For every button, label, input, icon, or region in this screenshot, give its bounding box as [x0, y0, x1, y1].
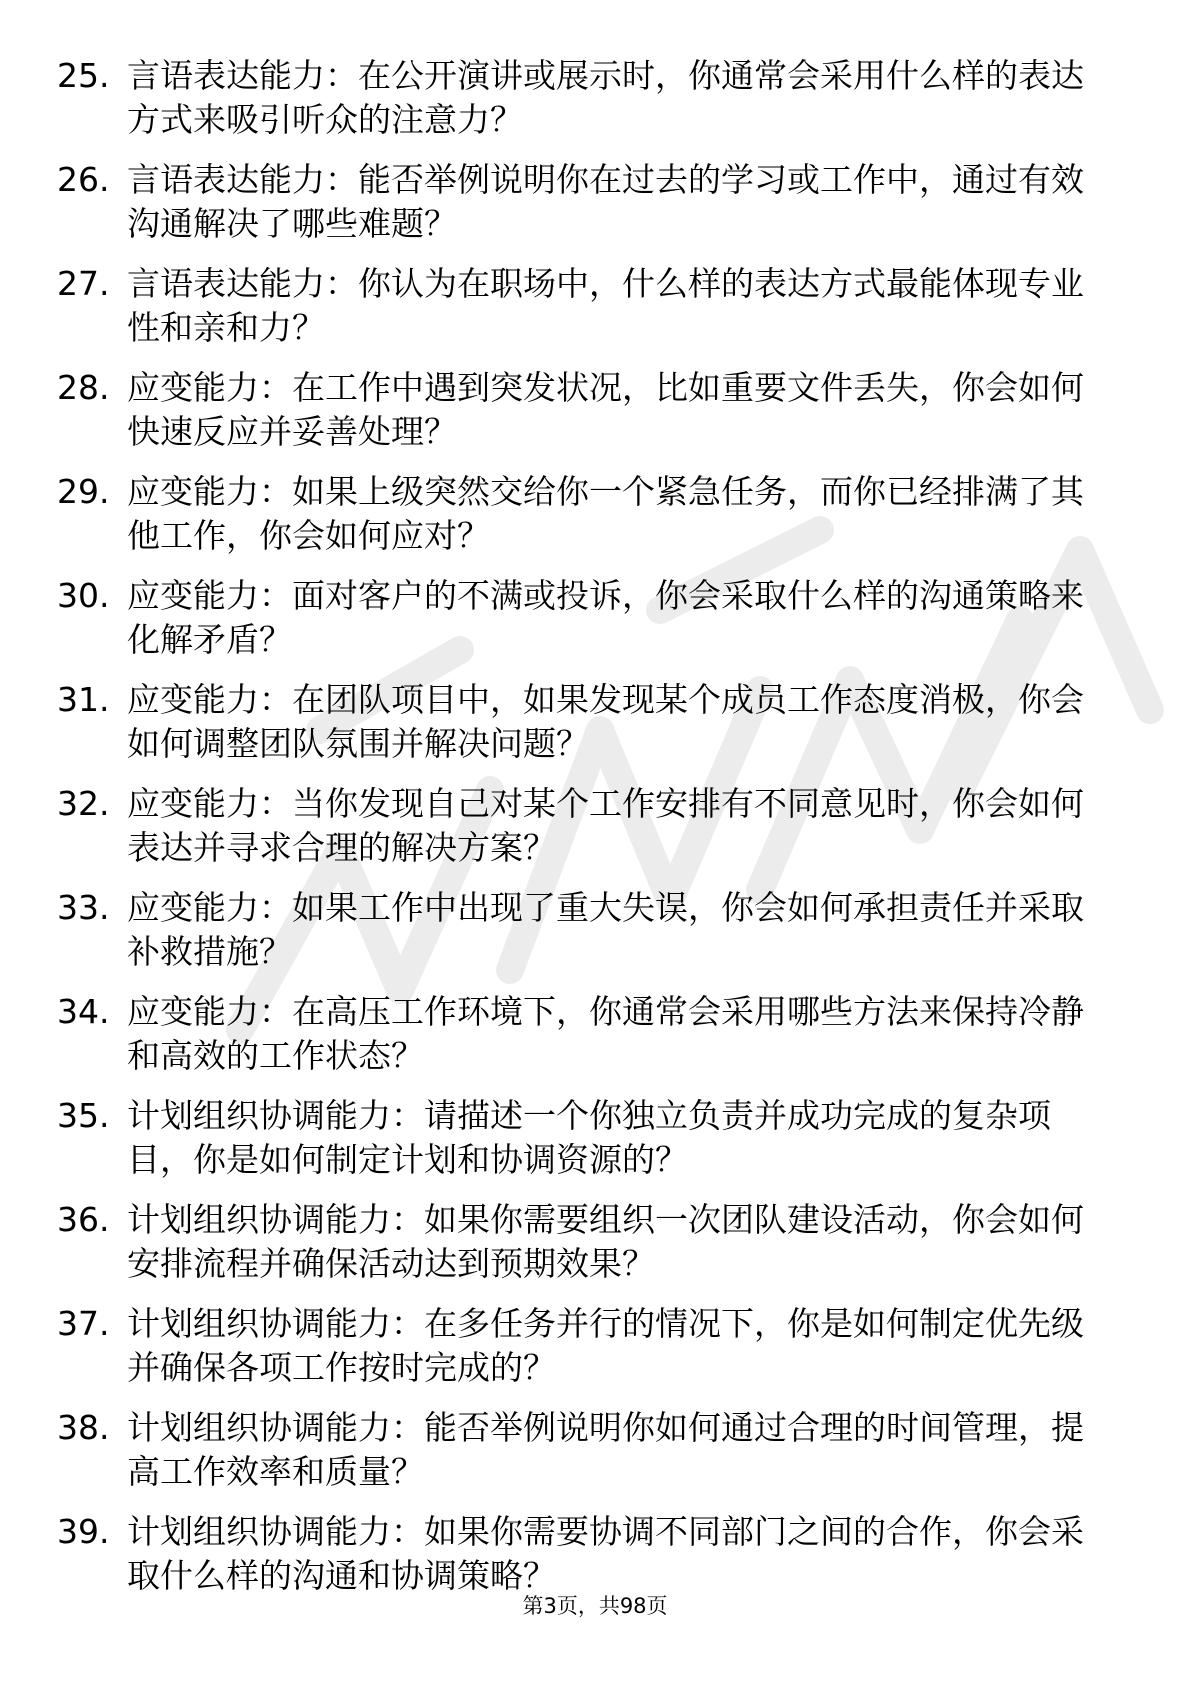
question-item — [0, 990, 1190, 1094]
question-text: 应变能力：当你发现自己对某个工作安排有不同意见时，你会如何表达并寻求合理的解决方案？ — [127, 784, 1084, 867]
question-item — [0, 158, 1190, 262]
question-number: 37. — [57, 1304, 110, 1343]
question-number: 26. — [57, 160, 110, 199]
question-number: 32. — [57, 784, 110, 823]
question-text: 言语表达能力：在公开演讲或展示时，你通常会采用什么样的表达方式来吸引听众的注意力？ — [127, 56, 1084, 139]
question-item — [0, 54, 1190, 158]
question-number: 38. — [57, 1408, 110, 1447]
question-text: 计划组织协调能力：能否举例说明你如何通过合理的时间管理，提高工作效率和质量？ — [127, 1408, 1084, 1491]
question-item — [0, 574, 1190, 678]
question-item — [0, 262, 1190, 366]
question-number: 30. — [57, 576, 110, 615]
question-number: 27. — [57, 264, 110, 303]
question-number: 35. — [57, 1096, 110, 1135]
question-text: 计划组织协调能力：在多任务并行的情况下，你是如何制定优先级并确保各项工作按时完成的？ — [127, 1304, 1084, 1387]
question-item — [0, 366, 1190, 470]
question-text: 计划组织协调能力：如果你需要组织一次团队建设活动，你会如何安排流程并确保活动达到预期效果？ — [127, 1200, 1084, 1283]
question-number: 29. — [57, 472, 110, 511]
question-text: 应变能力：如果上级突然交给你一个紧急任务，而你已经排满了其他工作，你会如何应对？ — [127, 472, 1084, 555]
question-item — [0, 678, 1190, 782]
question-number: 39. — [57, 1512, 110, 1551]
question-item — [0, 886, 1190, 990]
question-number: 31. — [57, 680, 110, 719]
question-text: 应变能力：面对客户的不满或投诉，你会采取什么样的沟通策略来化解矛盾？ — [127, 576, 1084, 659]
page-footer — [0, 1592, 1190, 1620]
question-item — [0, 1302, 1190, 1406]
question-list — [0, 54, 1190, 1614]
question-number: 28. — [57, 368, 110, 407]
question-item — [0, 1198, 1190, 1302]
question-item — [0, 470, 1190, 574]
question-text: 言语表达能力：能否举例说明你在过去的学习或工作中，通过有效沟通解决了哪些难题？ — [127, 160, 1084, 243]
question-text: 言语表达能力：你认为在职场中，什么样的表达方式最能体现专业性和亲和力？ — [127, 264, 1084, 347]
question-text: 应变能力：在高压工作环境下，你通常会采用哪些方法来保持冷静和高效的工作状态？ — [127, 992, 1084, 1075]
question-text: 应变能力：在团队项目中，如果发现某个成员工作态度消极，你会如何调整团队氛围并解决问题？ — [127, 680, 1084, 763]
question-number: 34. — [57, 992, 110, 1031]
question-item — [0, 1094, 1190, 1198]
question-number: 25. — [57, 56, 110, 95]
question-number: 36. — [57, 1200, 110, 1239]
question-item — [0, 782, 1190, 886]
question-text: 计划组织协调能力：请描述一个你独立负责并成功完成的复杂项目，你是如何制定计划和协调资源的？ — [127, 1096, 1051, 1179]
question-number: 33. — [57, 888, 110, 927]
question-text: 计划组织协调能力：如果你需要协调不同部门之间的合作，你会采取什么样的沟通和协调策略？ — [127, 1512, 1084, 1595]
page-number-label: 第3页，共98页 — [522, 1594, 668, 1618]
question-text: 应变能力：如果工作中出现了重大失误，你会如何承担责任并采取补救措施？ — [127, 888, 1084, 971]
question-text: 应变能力：在工作中遇到突发状况，比如重要文件丢失，你会如何快速反应并妥善处理？ — [127, 368, 1084, 451]
question-item — [0, 1406, 1190, 1510]
